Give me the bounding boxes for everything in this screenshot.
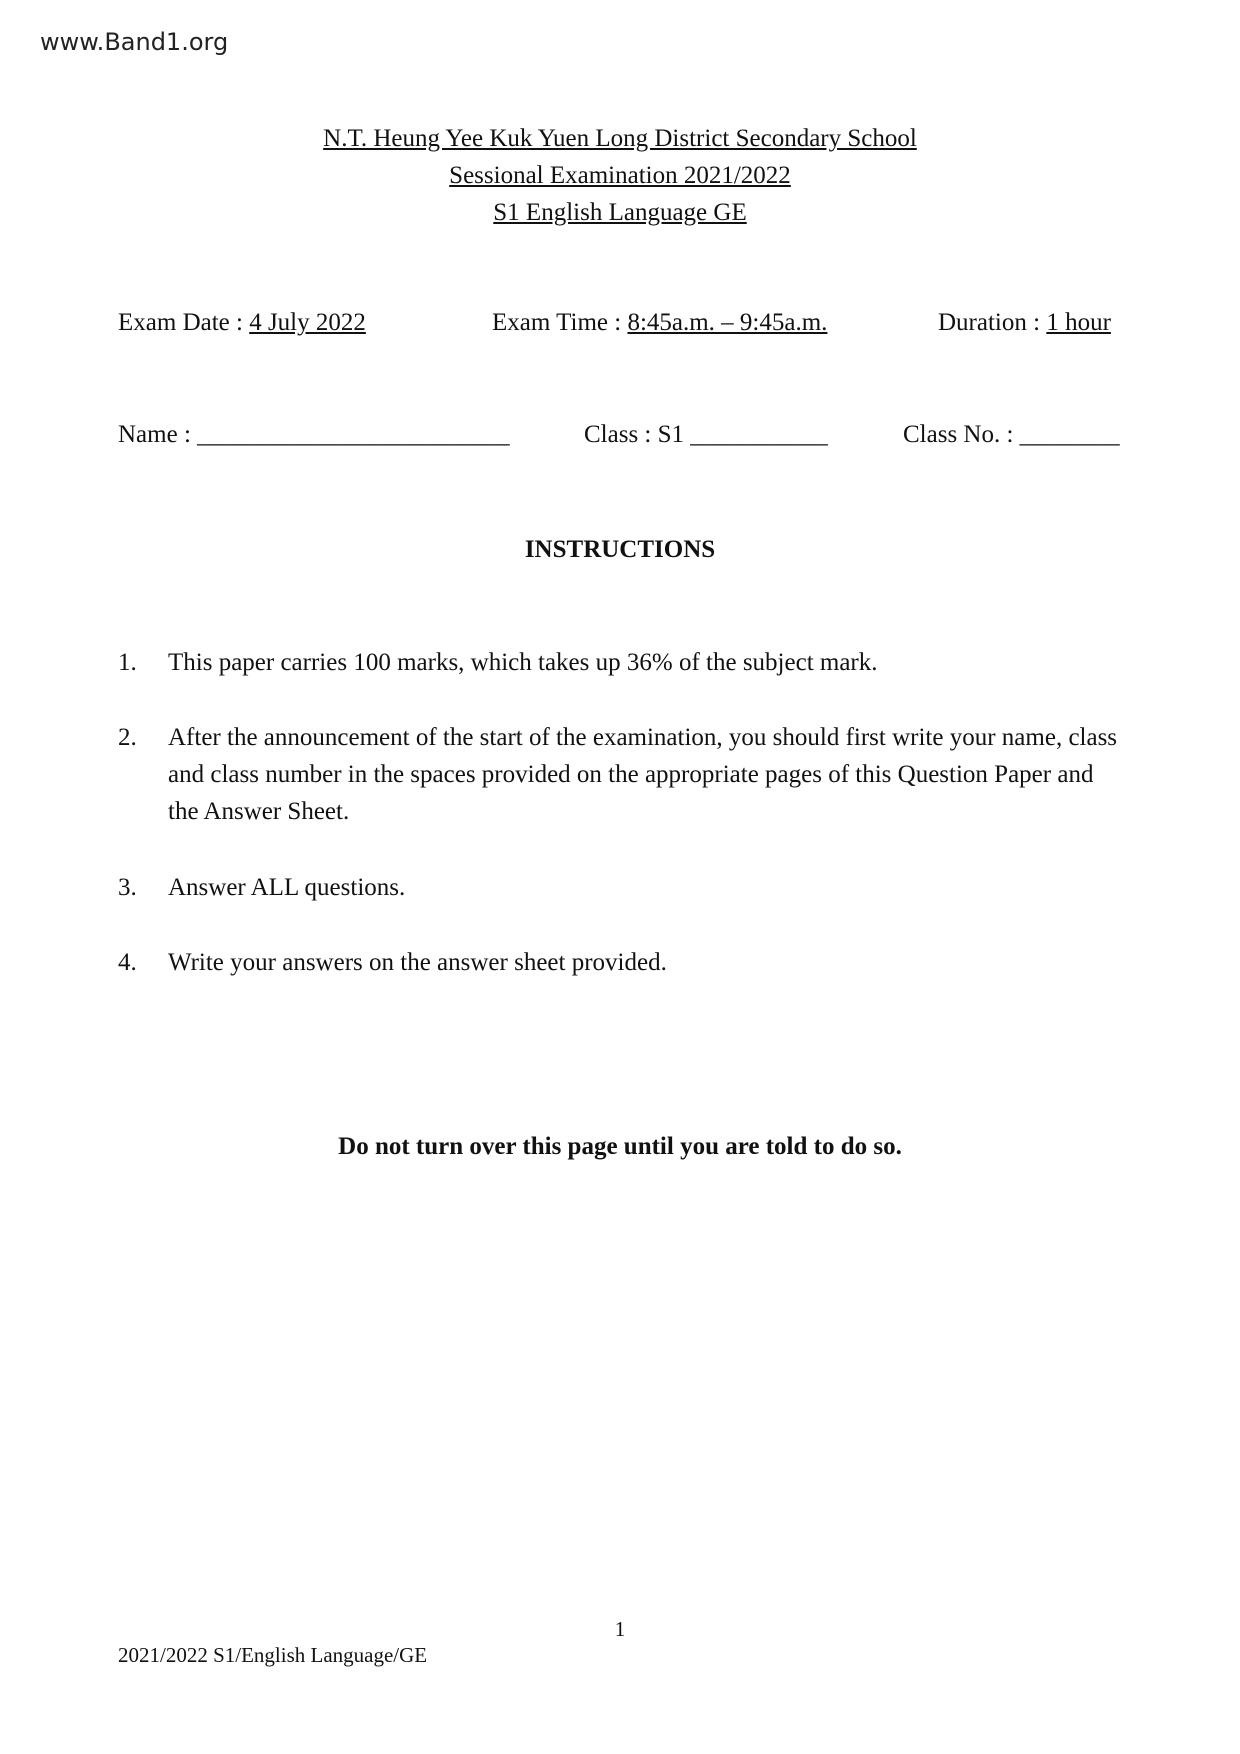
instruction-item [118, 944, 1128, 981]
instruction-number: 4. [118, 949, 137, 976]
exam-time-value: 8:45a.m. – 9:45a.m. [627, 309, 828, 336]
name-field[interactable]: Name : _________________________ [118, 421, 510, 448]
exam-date [118, 309, 366, 337]
exam-title: Sessional Examination 2021/2022 [449, 162, 791, 189]
instruction-text: Answer ALL questions. [168, 874, 406, 901]
footer-reference: 2021/2022 S1/English Language/GE [118, 1643, 428, 1667]
duration-value: 1 hour [1046, 309, 1111, 336]
duration-label: Duration : [938, 309, 1047, 336]
instruction-item [118, 869, 1128, 906]
instruction-number: 2. [118, 724, 137, 751]
instructions-heading: INSTRUCTIONS [524, 536, 716, 563]
exam-header [0, 120, 1240, 231]
instruction-number: 3. [118, 874, 137, 901]
instruction-text: Write your answers on the answer sheet provided. [168, 949, 667, 976]
class-field[interactable]: Class : S1 ___________ [584, 421, 828, 448]
instruction-number: 1. [118, 649, 137, 676]
watermark: www.Band1.org [40, 28, 229, 56]
exam-time [492, 309, 827, 337]
exam-date-value: 4 July 2022 [249, 309, 366, 336]
exam-date-label: Exam Date : [118, 309, 250, 336]
subject-title: S1 English Language GE [493, 199, 747, 226]
instruction-text: After the announcement of the start of the examination, you should first write your name, class and class number in the spaces provided on the appropriate pages of this Question Paper and the Answer Sheet. [168, 724, 1118, 825]
instruction-item [118, 719, 1128, 830]
school-name: N.T. Heung Yee Kuk Yuen Long District Secondary School [323, 125, 917, 152]
exam-time-label: Exam Time : [492, 309, 628, 336]
page-number: 1 [614, 1617, 626, 1641]
warning-notice: Do not turn over this page until you are told to do so. [338, 1133, 902, 1160]
class-number-field[interactable]: Class No. : ________ [903, 421, 1120, 448]
instruction-text: This paper carries 100 marks, which takes up 36% of the subject mark. [168, 649, 878, 676]
exam-duration [938, 309, 1111, 337]
instruction-item [118, 644, 1128, 681]
